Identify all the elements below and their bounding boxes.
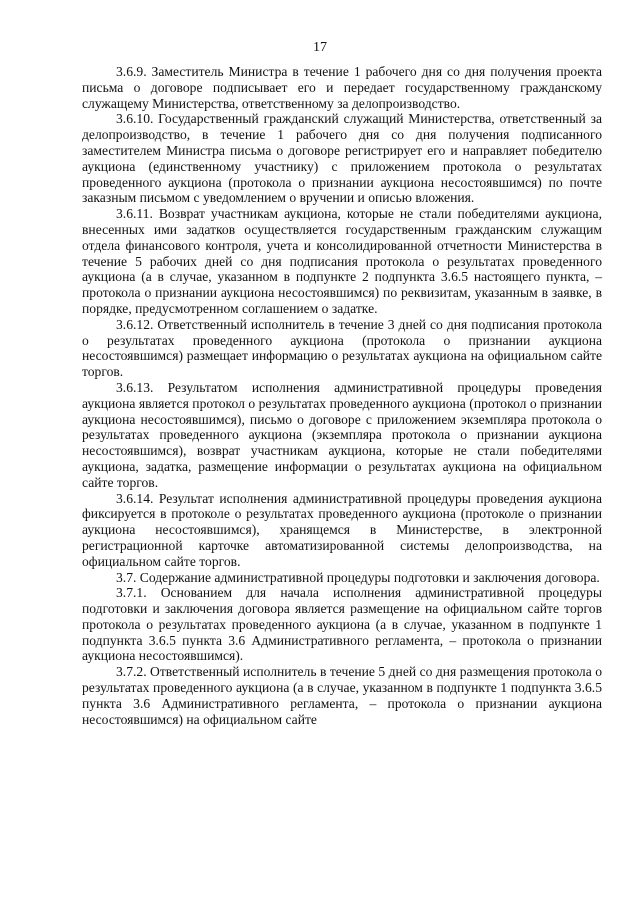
paragraph-3-6-11: 3.6.11. Возврат участникам аукциона, которые не стали победителями аукциона, внесенных ими задатков осуществляется государственным гражданским служащим отдела финансового контроля, учета и консолидированной отчетности Министерства в течение 5 рабочих дней со дня подписания протокола о результатах проведенного аукциона (а в случае, указанном в подпункте 2 подпункта 3.6.5 настоящего пункта, – протокола о признании аукциона несостоявшимся) по реквизитам, указанным в заявке, в порядке, предусмотренном соглашением о задатке. — [82, 206, 602, 316]
paragraph-3-6-14: 3.6.14. Результат исполнения административной процедуры проведения аукциона фиксируется в протоколе о результатах проведенного аукциона (протоколе о признании аукциона несостоявшимся), хранящемся в Министерстве, в электронной регистрационной карточке автоматизированной системы делопроизводства, на официальном сайте торгов. — [82, 490, 602, 569]
paragraph-3-6-9: 3.6.9. Заместитель Министра в течение 1 рабочего дня со дня получения проекта письма о договоре подписывает его и передает государственному гражданскому служащему Министерства, ответственному за делопроизводство. — [82, 64, 602, 111]
paragraph-3-6-12: 3.6.12. Ответственный исполнитель в течение 3 дней со дня подписания протокола о результатах проведенного аукциона (протокола о признании аукциона несостоявшимся) размещает информацию о результатах аукциона на официальном сайте торгов. — [82, 316, 602, 380]
paragraph-3-7: 3.7. Содержание административной процедуры подготовки и заключения договора. — [116, 569, 600, 585]
paragraph-3-7-1: 3.7.1. Основанием для начала исполнения административной процедуры подготовки и заключения договора является размещение на официальном сайте торгов протокола о результатах проведенного аукциона (а в случае, указанном в подпункте 1 подпункта 3.6.5 пункта 3.6 Административного регламента, – протокола о признании аукциона несостоявшимся). — [82, 585, 602, 664]
paragraph-3-6-13: 3.6.13. Результатом исполнения административной процедуры проведения аукциона является протокол о результатах проведенного аукциона (протокол о признании аукциона несостоявшимся), письмо о договоре с приложением экземпляра протокола о результатах проведенного аукциона (экземпляра протокола о признании аукциона несостоявшимся), возврат участникам аукциона, которые не стали победителями аукциона, задатка, размещение информации о результатах аукциона на официальном сайте торгов. — [82, 379, 602, 490]
document-body — [82, 64, 602, 727]
page-number: 17 — [313, 40, 327, 55]
paragraph-3-7-2: 3.7.2. Ответственный исполнитель в течение 5 дней со дня размещения протокола о результатах проведенного аукциона (а в случае, указанном в подпункте 1 подпункта 3.6.5 пункта 3.6 Административного регламента, – протокола о признании аукциона несостоявшимся) на официальном сайте — [82, 664, 602, 727]
paragraph-3-6-10: 3.6.10. Государственный гражданский служащий Министерства, ответственный за делопроизводство, в течение 1 рабочего дня со дня получения подписанного заместителем Министра письма о договоре регистрирует его и направляет победителю аукциона (единственному участнику) с приложением протокола о результатах проведенного аукциона (протокола о признании аукциона несостоявшимся) по почте заказным письмом с уведомлением о вручении и описью вложения. — [82, 111, 602, 206]
